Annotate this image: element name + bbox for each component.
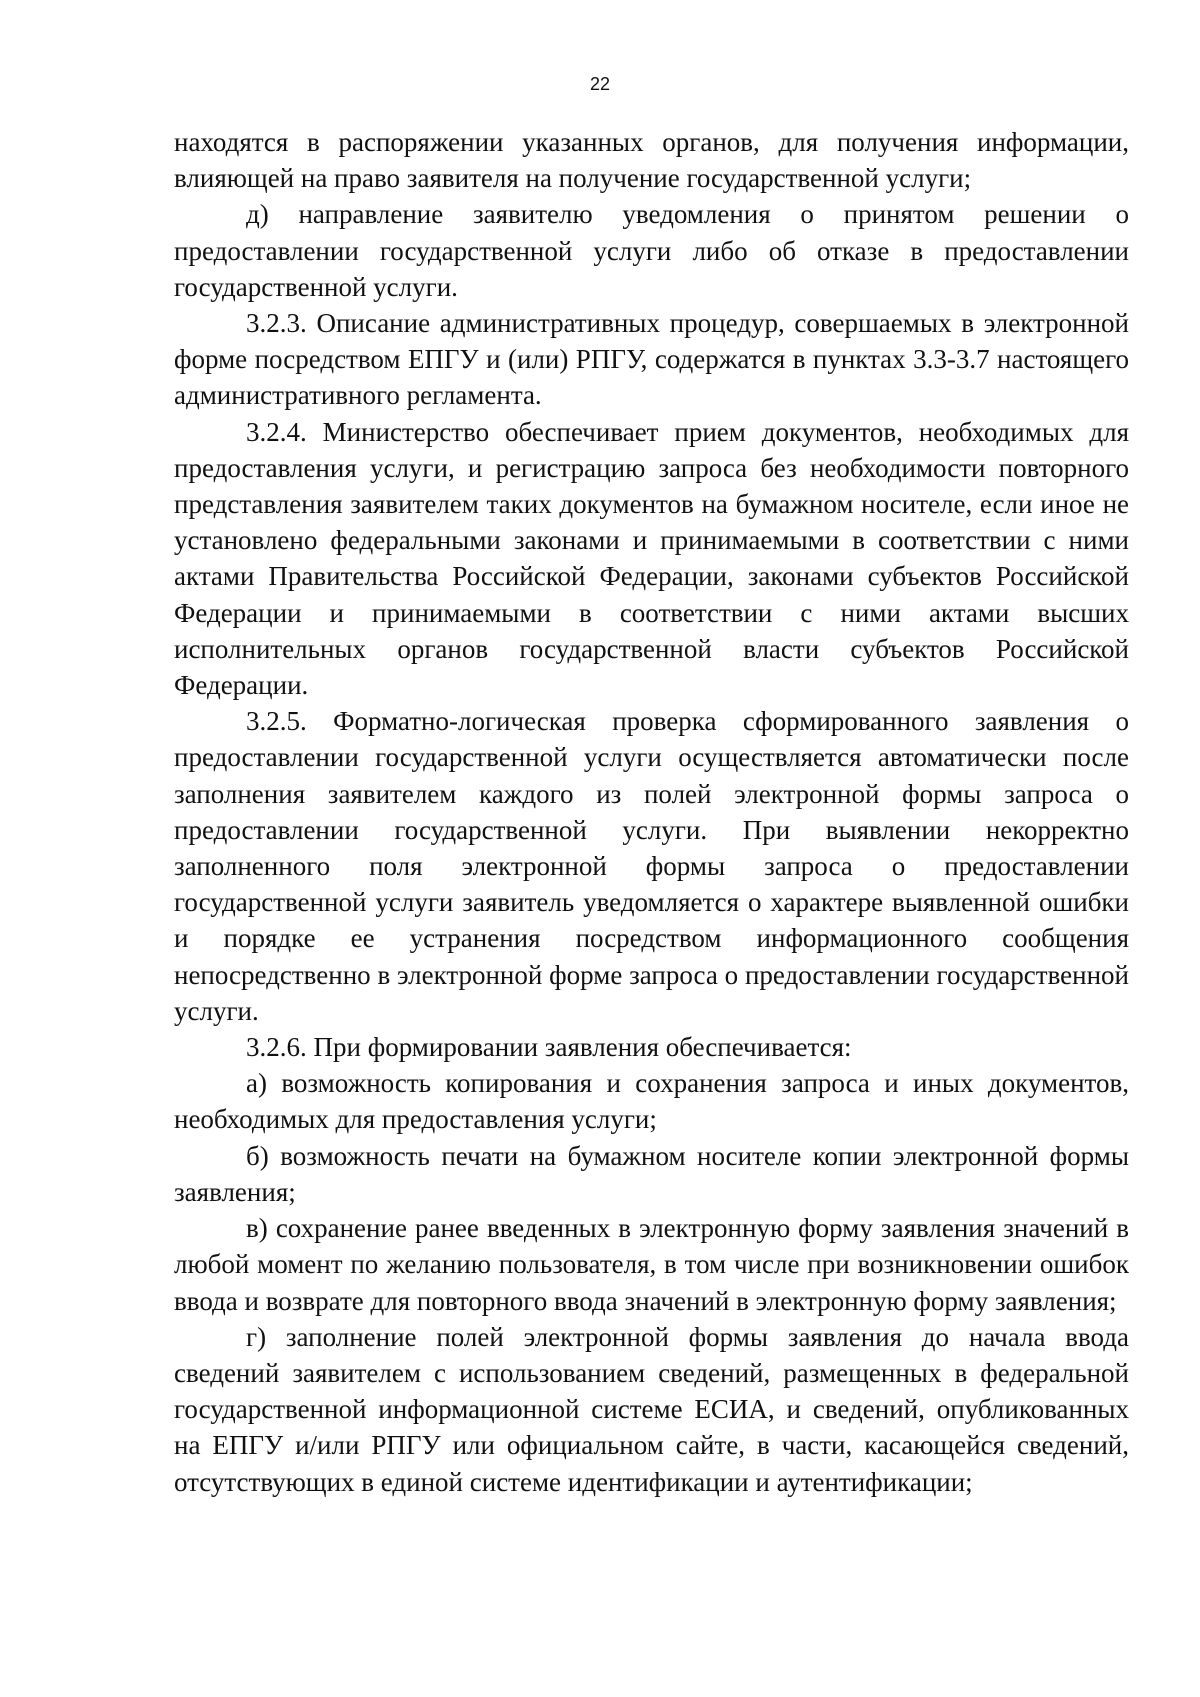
paragraph-3-2-3: 3.2.3. Описание административных процедур, совершаемых в электронной форме посредством ЕПГУ и (или) РПГУ, содержатся в пунктах 3.3-3.7 настоящего административного регламента.: [174, 308, 1129, 411]
paragraph-3-2-6: 3.2.6. При формировании заявления обеспечивается:: [246, 1032, 852, 1063]
paragraph-item-v: в) сохранение ранее введенных в электронную форму заявления значений в любой момент по желанию пользователя, в том числе при возникновении ошибок ввода и возврате для повторного ввода значений в электронную форму заявления;: [174, 1213, 1129, 1316]
paragraph-item-g: г) заполнение полей электронной формы заявления до начала ввода сведений заявителем с использованием сведений, размещенных в федеральной государственной информационной системе ЕСИА, и сведений, опубликованных на ЕПГУ и/или РПГУ или официальном сайте, в части, касающейся сведений, отсутствующих в единой системе идентификации и аутентификации;: [174, 1321, 1129, 1497]
page-number: 22: [589, 74, 611, 94]
paragraph-3-2-5: 3.2.5. Форматно-логическая проверка сформированного заявления о предоставлении государственной услуги осуществляется автоматически после заполнения заявителем каждого из полей электронной формы запроса о предоставлении государственной услуги. При выявлении некорректно заполненного поля электронной формы запроса о предоставлении государственной услуги заявитель уведомляется о характере выявленной ошибки и порядке ее устранения посредством информационного сообщения непосредственно в электронной форме запроса о предоставлении государственной услуги.: [174, 706, 1129, 1026]
paragraph-item-d: д) направление заявителю уведомления о принятом решении о предоставлении государственной услуги либо об отказе в предоставлении государственной услуги.: [174, 199, 1129, 302]
paragraph-item-a: а) возможность копирования и сохранения запроса и иных документов, необходимых для предоставления услуги;: [174, 1068, 1129, 1135]
paragraph-continuation: находятся в распоряжении указанных органов, для получения информации, влияющей на право заявителя на получение государственной услуги;: [174, 127, 1129, 194]
document-body: [174, 124, 1129, 1500]
paragraph-item-b: б) возможность печати на бумажном носителе копии электронной формы заявления;: [174, 1140, 1129, 1207]
paragraph-3-2-4: 3.2.4. Министерство обеспечивает прием документов, необходимых для предоставления услуги, и регистрацию запроса без необходимости повторного представления заявителем таких документов на бумажном носителе, если иное не установлено федеральными законами и принимаемыми в соответствии с ними актами Правительства Российской Федерации, законами субъектов Российской Федерации и принимаемыми в соответствии с ними актами высших исполнительных органов государственной власти субъектов Российской Федерации.: [174, 416, 1129, 701]
